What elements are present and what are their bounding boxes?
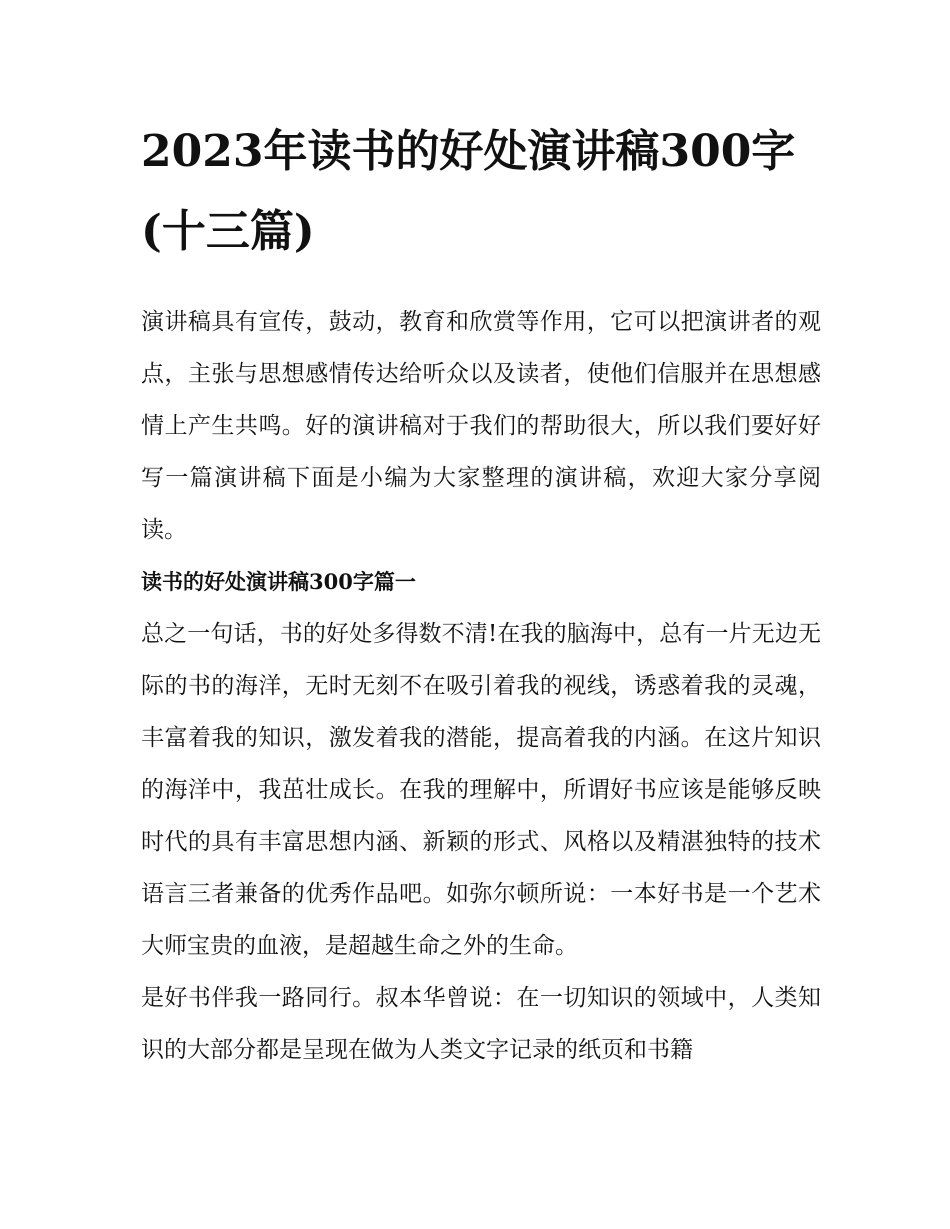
section-heading: 读书的好处演讲稿300字篇一 (141, 569, 416, 594)
body-paragraph-2: 是好书伴我一路同行。叔本华曾说：在一切知识的领域中，人类知识的大部分都是呈现在做为人类文字记录的纸页和书籍 (141, 985, 821, 1063)
document-title: 2023年读书的好处演讲稿300字(十三篇) (141, 126, 796, 257)
intro-paragraph: 演讲稿具有宣传，鼓动，教育和欣赏等作用，它可以把演讲者的观点，主张与思想感情传达给听众以及读者，使他们信服并在思想感情上产生共鸣。好的演讲稿对于我们的帮助很大，所以我们要好好写一篇演讲稿下面是小编为大家整理的演讲稿，欢迎大家分享阅读。 (141, 309, 821, 543)
document-page (141, 112, 821, 1076)
body-paragraph-1: 总之一句话，书的好处多得数不清!在我的脑海中，总有一片无边无际的书的海洋，无时无刻不在吸引着我的视线，诱惑着我的灵魂，丰富着我的知识，激发着我的潜能，提高着我的内涵。在这片知识的海洋中，我茁壮成长。在我的理解中，所谓好书应该是能够反映时代的具有丰富思想内涵、新颖的形式、风格以及精湛独特的技术语言三者兼备的优秀作品吧。如弥尔顿所说：一本好书是一个艺术大师宝贵的血液，是超越生命之外的生命。 (141, 621, 821, 959)
